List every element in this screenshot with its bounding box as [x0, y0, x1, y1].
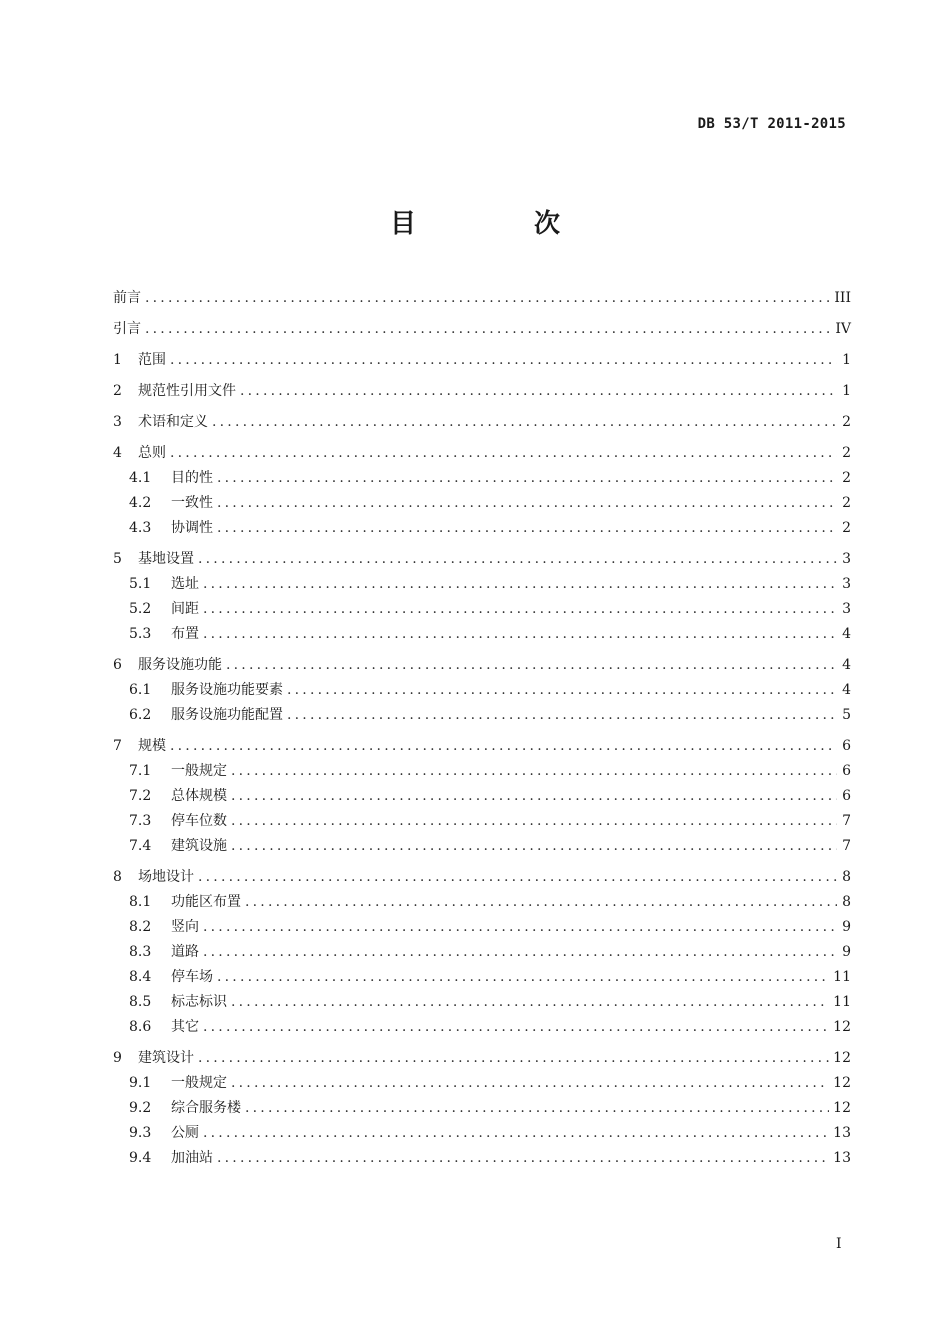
toc-entry[interactable] [113, 890, 851, 915]
toc-entry[interactable] [113, 990, 851, 1015]
toc-entry[interactable] [113, 678, 851, 703]
toc-entry-page: 6 [842, 763, 851, 779]
toc-entry-page: 13 [833, 1150, 851, 1166]
toc-entry-number: 7.4 [129, 838, 152, 854]
toc-entry-number: 8.6 [129, 1019, 152, 1035]
toc-entry-label: 术语和定义 [138, 414, 208, 430]
toc-entry-label: 服务设施功能 [138, 657, 222, 673]
toc-entry-page: 2 [842, 470, 851, 486]
toc-entry[interactable] [113, 441, 851, 466]
toc-entry-label: 目的性 [171, 470, 213, 486]
toc-entry-label: 规模 [138, 738, 166, 754]
toc-entry[interactable] [113, 965, 851, 990]
toc-entry-number: 4 [113, 445, 122, 461]
toc-entry-page: 4 [842, 657, 851, 673]
dot-leader [217, 516, 837, 541]
toc-entry-page: 11 [833, 994, 851, 1010]
toc-entry-page: 2 [842, 495, 851, 511]
dot-leader [145, 286, 830, 311]
toc-entry[interactable] [113, 1146, 851, 1171]
dot-leader [217, 466, 837, 491]
toc-entry-label: 综合服务楼 [171, 1100, 241, 1116]
toc-entry[interactable] [113, 1071, 851, 1096]
toc-entry-number: 4.2 [129, 495, 152, 511]
toc-entry-number: 8.3 [129, 944, 152, 960]
toc-entry-number: 7.1 [129, 763, 152, 779]
toc-entry[interactable] [113, 759, 851, 784]
toc-entry-label: 范围 [138, 352, 166, 368]
dot-leader [245, 1096, 829, 1121]
toc-entry[interactable] [113, 1046, 851, 1071]
dot-leader [170, 734, 837, 759]
toc-entry[interactable] [113, 572, 851, 597]
toc-entry-label: 其它 [171, 1019, 199, 1035]
dot-leader [170, 441, 837, 466]
toc-entry-number: 3 [113, 414, 122, 430]
dot-leader [287, 678, 837, 703]
toc-entry[interactable] [113, 915, 851, 940]
toc-entry-page: 8 [842, 894, 851, 910]
toc-entry[interactable] [113, 1096, 851, 1121]
toc-entry-page: 3 [842, 576, 851, 592]
toc-entry-number: 7.3 [129, 813, 152, 829]
toc-entry-number: 8.2 [129, 919, 152, 935]
toc-entry[interactable] [113, 516, 851, 541]
dot-leader [170, 348, 837, 373]
toc-entry-label: 基地设置 [138, 551, 194, 567]
toc-entry-number: 6.1 [129, 682, 152, 698]
toc-entry-label: 道路 [171, 944, 199, 960]
toc-entry-number: 9.3 [129, 1125, 152, 1141]
toc-entry[interactable] [113, 491, 851, 516]
toc-entry-number: 5.2 [129, 601, 152, 617]
dot-leader [203, 1121, 829, 1146]
toc-entry[interactable] [113, 410, 851, 435]
toc-entry-page: 7 [842, 838, 851, 854]
toc-entry-page: 8 [842, 869, 851, 885]
dot-leader [198, 865, 837, 890]
toc-entry-label: 加油站 [171, 1150, 213, 1166]
dot-leader [226, 653, 837, 678]
dot-leader [217, 491, 837, 516]
toc-entry-page: 1 [842, 352, 851, 368]
toc-entry[interactable] [113, 597, 851, 622]
toc-entry-label: 标志标识 [171, 994, 227, 1010]
toc-entry[interactable] [113, 653, 851, 678]
dot-leader [231, 759, 837, 784]
toc-entry[interactable] [113, 286, 851, 311]
toc-entry-page: IV [835, 321, 851, 337]
toc-entry-page: 7 [842, 813, 851, 829]
toc-entry-number: 9 [113, 1050, 122, 1066]
toc-entry-page: 3 [842, 551, 851, 567]
toc-entry-number: 7.2 [129, 788, 152, 804]
dot-leader [245, 890, 837, 915]
page-title: 目 次 [389, 209, 606, 239]
toc-entry-number: 8.4 [129, 969, 152, 985]
toc-entry-number: 4.1 [129, 470, 152, 486]
toc-entry-label: 功能区布置 [171, 894, 241, 910]
toc-entry-page: 13 [833, 1125, 851, 1141]
toc-entry[interactable] [113, 703, 851, 728]
dot-leader [240, 379, 837, 404]
page-number: I [836, 1236, 842, 1252]
toc-entry-label: 服务设施功能要素 [171, 682, 283, 698]
toc-entry-label: 停车场 [171, 969, 213, 985]
toc-entry-label: 总体规模 [171, 788, 227, 804]
toc-entry-label: 停车位数 [171, 813, 227, 829]
toc-entry-label: 一般规定 [171, 1075, 227, 1091]
dot-leader [231, 809, 837, 834]
dot-leader [203, 940, 837, 965]
toc-entry-page: 12 [833, 1075, 851, 1091]
toc-entry[interactable] [113, 348, 851, 373]
dot-leader [231, 834, 837, 859]
dot-leader [203, 915, 837, 940]
toc-entry-number: 5.1 [129, 576, 152, 592]
toc-entry-page: 1 [842, 383, 851, 399]
toc-entry-number: 9.2 [129, 1100, 152, 1116]
toc-entry-page: 6 [842, 788, 851, 804]
dot-leader [203, 572, 837, 597]
toc-entry-number: 1 [113, 352, 122, 368]
dot-leader [231, 784, 837, 809]
toc-entry[interactable] [113, 784, 851, 809]
dot-leader [231, 1071, 829, 1096]
toc-entry-page: 12 [833, 1050, 851, 1066]
toc-entry[interactable] [113, 940, 851, 965]
dot-leader [212, 410, 837, 435]
toc-entry-page: 2 [842, 445, 851, 461]
toc-entry-label: 一般规定 [171, 763, 227, 779]
toc-entry[interactable] [113, 622, 851, 647]
toc-entry-page: 12 [833, 1100, 851, 1116]
toc-entry-page: 2 [842, 520, 851, 536]
toc-entry-label: 布置 [171, 626, 199, 642]
dot-leader [217, 1146, 829, 1171]
toc-entry-number: 8.5 [129, 994, 152, 1010]
toc-entry-label: 公厕 [171, 1125, 199, 1141]
toc-entry-page: 3 [842, 601, 851, 617]
toc-entry[interactable] [113, 834, 851, 859]
toc-entry-number: 4.3 [129, 520, 152, 536]
toc-entry-label: 前言 [113, 290, 141, 306]
toc-entry-number: 9.1 [129, 1075, 152, 1091]
document-code: DB 53/T 2011-2015 [697, 116, 846, 132]
toc-entry-label: 场地设计 [138, 869, 194, 885]
toc-entry[interactable] [113, 809, 851, 834]
toc-entry[interactable] [113, 865, 851, 890]
toc-entry[interactable] [113, 1121, 851, 1146]
toc-entry-label: 建筑设施 [171, 838, 227, 854]
toc-entry-page: 11 [833, 969, 851, 985]
toc-entry[interactable] [113, 317, 851, 342]
toc-entry-label: 间距 [171, 601, 199, 617]
dot-leader [287, 703, 837, 728]
toc-entry-number: 5.3 [129, 626, 152, 642]
toc-entry-number: 5 [113, 551, 122, 567]
table-of-contents [113, 286, 851, 1171]
toc-entry-label: 引言 [113, 321, 141, 337]
toc-entry-number: 8 [113, 869, 122, 885]
toc-entry-label: 建筑设计 [138, 1050, 194, 1066]
toc-entry-label: 规范性引用文件 [138, 383, 236, 399]
toc-entry-page: 9 [842, 944, 851, 960]
dot-leader [231, 990, 829, 1015]
dot-leader [198, 1046, 829, 1071]
toc-entry-label: 选址 [171, 576, 199, 592]
toc-entry[interactable] [113, 466, 851, 491]
toc-entry-page: 9 [842, 919, 851, 935]
toc-entry-page: 6 [842, 738, 851, 754]
toc-entry-number: 8.1 [129, 894, 152, 910]
toc-entry-page: 4 [842, 682, 851, 698]
dot-leader [217, 965, 829, 990]
toc-entry-page: 5 [842, 707, 851, 723]
toc-entry-label: 服务设施功能配置 [171, 707, 283, 723]
toc-entry-number: 9.4 [129, 1150, 152, 1166]
toc-entry-page: 2 [842, 414, 851, 430]
toc-entry[interactable] [113, 547, 851, 572]
toc-entry-number: 7 [113, 738, 122, 754]
toc-entry-number: 6.2 [129, 707, 152, 723]
toc-entry-page: III [834, 290, 851, 306]
toc-entry[interactable] [113, 379, 851, 404]
toc-entry-label: 竖向 [171, 919, 199, 935]
toc-entry-page: 12 [833, 1019, 851, 1035]
dot-leader [203, 597, 837, 622]
toc-entry[interactable] [113, 1015, 851, 1040]
toc-entry[interactable] [113, 734, 851, 759]
toc-entry-label: 协调性 [171, 520, 213, 536]
toc-entry-label: 一致性 [171, 495, 213, 511]
dot-leader [145, 317, 831, 342]
toc-entry-number: 2 [113, 383, 122, 399]
dot-leader [198, 547, 837, 572]
dot-leader [203, 622, 837, 647]
toc-entry-number: 6 [113, 657, 122, 673]
toc-entry-page: 4 [842, 626, 851, 642]
dot-leader [203, 1015, 829, 1040]
toc-entry-label: 总则 [138, 445, 166, 461]
